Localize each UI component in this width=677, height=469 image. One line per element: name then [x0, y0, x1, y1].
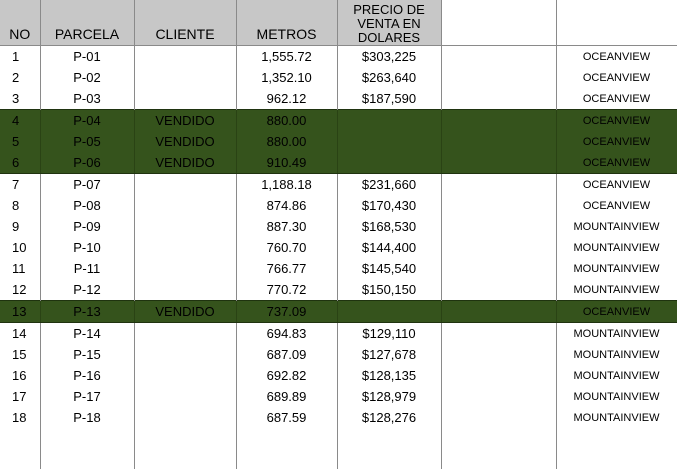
cell-cliente[interactable] [134, 365, 236, 386]
cell-no[interactable]: 7 [0, 174, 40, 196]
table-row [0, 365, 677, 386]
table-row [0, 386, 677, 407]
cell-empty[interactable] [441, 88, 556, 110]
cell-empty[interactable] [441, 195, 556, 216]
cell-no[interactable]: 6 [0, 152, 40, 174]
cell-empty[interactable] [40, 428, 134, 469]
cell-precio[interactable]: $231,660 [337, 174, 441, 196]
cell-precio[interactable]: $145,540 [337, 258, 441, 279]
cell-no[interactable]: 12 [0, 279, 40, 301]
header-cliente[interactable]: CLIENTE [134, 0, 236, 46]
cell-zona[interactable]: OCEANVIEW [556, 195, 677, 216]
cell-metros[interactable]: 874.86 [236, 195, 337, 216]
cell-cliente[interactable] [134, 88, 236, 110]
cell-empty[interactable] [134, 428, 236, 469]
table-row [0, 195, 677, 216]
cell-no[interactable]: 16 [0, 365, 40, 386]
cell-empty[interactable] [0, 428, 40, 469]
cell-empty[interactable] [441, 131, 556, 152]
cell-precio[interactable]: $128,979 [337, 386, 441, 407]
cell-empty[interactable] [441, 110, 556, 132]
cell-cliente[interactable] [134, 258, 236, 279]
table-row [0, 301, 677, 323]
cell-empty[interactable] [441, 46, 556, 68]
cell-parcela[interactable]: P-06 [40, 152, 134, 174]
cell-no[interactable]: 11 [0, 258, 40, 279]
cell-metros[interactable]: 1,352.10 [236, 67, 337, 88]
table-row [0, 323, 677, 345]
cell-precio[interactable] [337, 110, 441, 132]
cell-zona[interactable]: OCEANVIEW [556, 301, 677, 323]
cell-metros[interactable]: 887.30 [236, 216, 337, 237]
cell-no[interactable]: 4 [0, 110, 40, 132]
cell-precio[interactable]: $263,640 [337, 67, 441, 88]
cell-cliente[interactable]: VENDIDO [134, 110, 236, 132]
cell-precio[interactable]: $150,150 [337, 279, 441, 301]
cell-empty[interactable] [441, 365, 556, 386]
cell-zona[interactable]: MOUNTAINVIEW [556, 344, 677, 365]
cell-metros[interactable]: 687.09 [236, 344, 337, 365]
cell-precio[interactable]: $168,530 [337, 216, 441, 237]
cell-precio[interactable]: $129,110 [337, 323, 441, 345]
cell-precio[interactable]: $144,400 [337, 237, 441, 258]
cell-parcela[interactable]: P-07 [40, 174, 134, 196]
header-parcela[interactable]: PARCELA [40, 0, 134, 46]
cell-zona[interactable]: MOUNTAINVIEW [556, 365, 677, 386]
cell-precio[interactable]: $187,590 [337, 88, 441, 110]
cell-no[interactable]: 10 [0, 237, 40, 258]
table-row [0, 131, 677, 152]
cell-cliente[interactable] [134, 237, 236, 258]
cell-metros[interactable]: 962.12 [236, 88, 337, 110]
cell-precio[interactable] [337, 152, 441, 174]
cell-metros[interactable]: 687.59 [236, 407, 337, 428]
cell-empty[interactable] [441, 344, 556, 365]
cell-parcela[interactable]: P-05 [40, 131, 134, 152]
cell-precio[interactable]: $128,135 [337, 365, 441, 386]
cell-parcela[interactable]: P-17 [40, 386, 134, 407]
table-row [0, 174, 677, 196]
cell-cliente[interactable]: VENDIDO [134, 301, 236, 323]
cell-parcela[interactable]: P-03 [40, 88, 134, 110]
cell-parcela[interactable]: P-01 [40, 46, 134, 68]
cell-cliente[interactable]: VENDIDO [134, 152, 236, 174]
cell-parcela[interactable]: P-18 [40, 407, 134, 428]
cell-metros[interactable]: 880.00 [236, 110, 337, 132]
table-row [0, 344, 677, 365]
table-row [0, 152, 677, 174]
cell-empty[interactable] [441, 323, 556, 345]
cell-precio[interactable]: $128,276 [337, 407, 441, 428]
header-precio[interactable]: PRECIO DE VENTA EN DOLARES [337, 0, 441, 46]
header-row [0, 0, 677, 46]
cell-precio[interactable] [337, 131, 441, 152]
cell-empty[interactable] [236, 428, 337, 469]
cell-metros[interactable]: 1,188.18 [236, 174, 337, 196]
cell-parcela[interactable]: P-02 [40, 67, 134, 88]
cell-empty[interactable] [441, 216, 556, 237]
cell-metros[interactable]: 1,555.72 [236, 46, 337, 68]
table-row [0, 258, 677, 279]
cell-parcela[interactable]: P-11 [40, 258, 134, 279]
cell-zona[interactable]: MOUNTAINVIEW [556, 323, 677, 345]
cell-no[interactable]: 18 [0, 407, 40, 428]
cell-parcela[interactable]: P-16 [40, 365, 134, 386]
cell-zona[interactable]: OCEANVIEW [556, 46, 677, 68]
cell-precio[interactable]: $303,225 [337, 46, 441, 68]
cell-parcela[interactable]: P-15 [40, 344, 134, 365]
cell-no[interactable]: 13 [0, 301, 40, 323]
cell-metros[interactable]: 694.83 [236, 323, 337, 345]
cell-empty[interactable] [441, 386, 556, 407]
cell-zona[interactable]: MOUNTAINVIEW [556, 279, 677, 301]
cell-empty[interactable] [441, 301, 556, 323]
cell-no[interactable]: 9 [0, 216, 40, 237]
cell-no[interactable]: 1 [0, 46, 40, 68]
cell-cliente[interactable] [134, 407, 236, 428]
cell-metros[interactable]: 760.70 [236, 237, 337, 258]
cell-parcela[interactable]: P-10 [40, 237, 134, 258]
cell-empty[interactable] [337, 428, 441, 469]
cell-precio[interactable] [337, 301, 441, 323]
table-row [0, 110, 677, 132]
table-row [0, 407, 677, 428]
cell-metros[interactable]: 766.77 [236, 258, 337, 279]
cell-parcela[interactable]: P-13 [40, 301, 134, 323]
header-no[interactable]: NO [0, 0, 40, 46]
cell-metros[interactable]: 910.49 [236, 152, 337, 174]
cell-zona[interactable]: OCEANVIEW [556, 67, 677, 88]
table-row [0, 279, 677, 301]
table-row [0, 216, 677, 237]
header-blank-col7[interactable] [556, 0, 677, 46]
cell-zona[interactable]: MOUNTAINVIEW [556, 237, 677, 258]
cell-zona[interactable]: MOUNTAINVIEW [556, 386, 677, 407]
cell-precio[interactable]: $170,430 [337, 195, 441, 216]
table-row [0, 46, 677, 68]
cell-empty[interactable] [441, 258, 556, 279]
table-row [0, 88, 677, 110]
cell-zona[interactable]: MOUNTAINVIEW [556, 216, 677, 237]
header-blank-col6[interactable] [441, 0, 556, 46]
cell-parcela[interactable]: P-08 [40, 195, 134, 216]
table-row [0, 67, 677, 88]
cell-no[interactable]: 8 [0, 195, 40, 216]
cell-empty[interactable] [441, 67, 556, 88]
cell-metros[interactable]: 692.82 [236, 365, 337, 386]
cell-no[interactable]: 15 [0, 344, 40, 365]
cell-empty[interactable] [441, 407, 556, 428]
cell-no[interactable]: 5 [0, 131, 40, 152]
cell-cliente[interactable] [134, 344, 236, 365]
cell-cliente[interactable]: VENDIDO [134, 131, 236, 152]
cell-empty[interactable] [441, 279, 556, 301]
header-metros[interactable]: METROS [236, 0, 337, 46]
cell-parcela[interactable]: P-12 [40, 279, 134, 301]
cell-parcela[interactable]: P-09 [40, 216, 134, 237]
cell-cliente[interactable] [134, 67, 236, 88]
cell-empty[interactable] [441, 237, 556, 258]
cell-zona[interactable]: MOUNTAINVIEW [556, 407, 677, 428]
cell-cliente[interactable] [134, 279, 236, 301]
cell-zona[interactable]: OCEANVIEW [556, 131, 677, 152]
cell-zona[interactable]: OCEANVIEW [556, 88, 677, 110]
cell-metros[interactable]: 737.09 [236, 301, 337, 323]
cell-zona[interactable]: MOUNTAINVIEW [556, 258, 677, 279]
cell-parcela[interactable]: P-04 [40, 110, 134, 132]
cell-metros[interactable]: 770.72 [236, 279, 337, 301]
cell-cliente[interactable] [134, 386, 236, 407]
cell-no[interactable]: 2 [0, 67, 40, 88]
cell-no[interactable]: 14 [0, 323, 40, 345]
cell-no[interactable]: 17 [0, 386, 40, 407]
cell-no[interactable]: 3 [0, 88, 40, 110]
cell-cliente[interactable] [134, 323, 236, 345]
cell-zona[interactable]: OCEANVIEW [556, 152, 677, 174]
cell-precio[interactable]: $127,678 [337, 344, 441, 365]
cell-cliente[interactable] [134, 195, 236, 216]
cell-empty[interactable] [441, 174, 556, 196]
cell-metros[interactable]: 880.00 [236, 131, 337, 152]
cell-cliente[interactable] [134, 216, 236, 237]
cell-cliente[interactable] [134, 46, 236, 68]
cell-empty[interactable] [556, 428, 677, 469]
cell-metros[interactable]: 689.89 [236, 386, 337, 407]
cell-cliente[interactable] [134, 174, 236, 196]
cell-empty[interactable] [441, 152, 556, 174]
cell-zona[interactable]: OCEANVIEW [556, 174, 677, 196]
table-row [0, 237, 677, 258]
cell-parcela[interactable]: P-14 [40, 323, 134, 345]
empty-row [0, 428, 677, 469]
cell-empty[interactable] [441, 428, 556, 469]
cell-zona[interactable]: OCEANVIEW [556, 110, 677, 132]
